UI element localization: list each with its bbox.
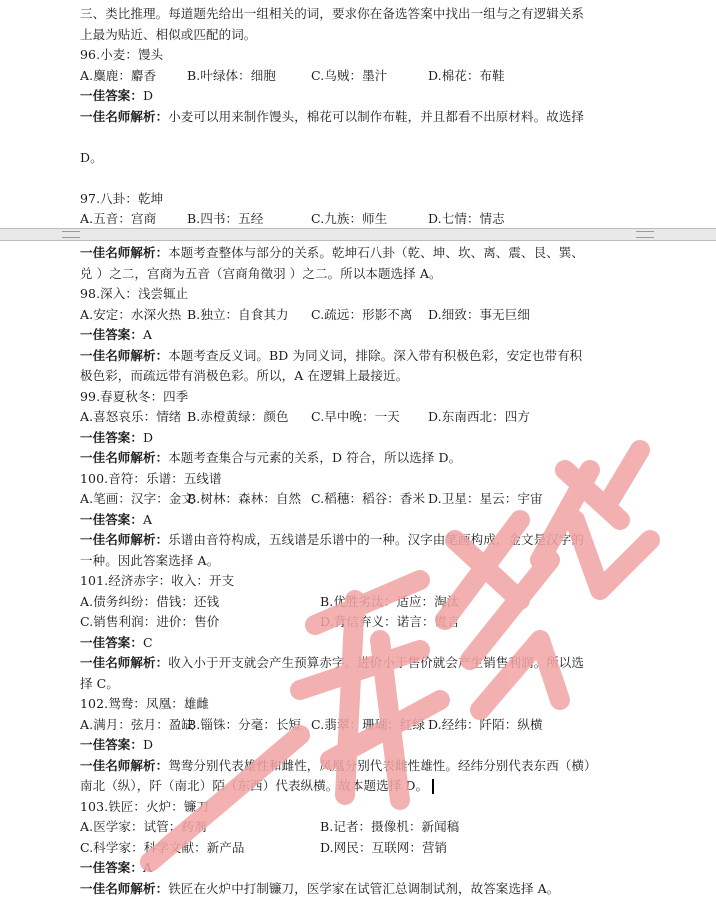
option-item: A.医学家：试管：药剂 — [80, 819, 207, 834]
text-line — [80, 45, 640, 66]
option-item: C.疏远：形影不离 — [311, 306, 413, 322]
line-text: 98.深入：浅尝辄止 — [80, 286, 189, 301]
line-label: 一佳答案： — [80, 634, 144, 650]
analysis-line — [80, 653, 640, 674]
answer-line — [80, 325, 640, 346]
option-item: B.四书：五经 — [187, 211, 264, 226]
line-text: 收入小于开支就会产生预算赤字。进价小于售价就会产生销售利润。所以选 — [168, 655, 585, 670]
options-line — [80, 407, 640, 428]
line-text: 鸳鸯分别代表雄性和雌性，凤凰分别代表雌性雄性。经纬分别代表东西（横） — [168, 757, 597, 773]
line-text: 96.小麦：馒头 — [80, 47, 164, 62]
option-item: A.喜怒哀乐：情绪 — [80, 409, 182, 424]
line-text: A — [143, 511, 153, 527]
answer-line — [80, 510, 640, 531]
line-text: 极色彩，而疏远带有消极色彩。所以，A 在逻辑上最接近。 — [80, 368, 409, 383]
line-label: 一佳答案： — [80, 511, 144, 527]
page-upper — [0, 0, 716, 228]
text-line — [80, 571, 640, 592]
line-text: 上最为贴近、相似或匹配的词。 — [80, 26, 257, 42]
line-label: 一佳名师解析： — [80, 880, 169, 896]
page-corner-marker-left — [62, 231, 80, 238]
answer-line — [80, 858, 640, 879]
line-text: 择 C。 — [80, 675, 119, 691]
options-line — [80, 305, 640, 326]
text-line — [80, 551, 640, 572]
line-text: D。 — [80, 149, 103, 165]
options-line — [80, 489, 640, 510]
options-line — [80, 592, 640, 613]
text-line — [80, 284, 640, 305]
option-item: D.网民：互联网：营销 — [320, 839, 448, 855]
options-line — [80, 612, 640, 633]
line-text: C — [143, 634, 153, 650]
analysis-line — [80, 448, 640, 469]
options-line — [80, 817, 640, 838]
options-line — [80, 715, 640, 736]
line-label: 一佳答案： — [80, 327, 144, 342]
option-item: A.满月：弦月：盈缺 — [80, 716, 195, 732]
option-item: D.七情：情志 — [428, 211, 505, 226]
line-text: 铁匠在火炉中打制镰刀，医学家在试管汇总调制试剂，故答案选择 A。 — [168, 880, 560, 896]
document-body-upper — [80, 4, 640, 250]
option-item: A.麋鹿：麝香 — [80, 67, 157, 83]
option-item: A.五音：宫商 — [80, 211, 157, 226]
line-text: 101.经济赤字：收入：开支 — [80, 573, 235, 588]
analysis-line — [80, 756, 640, 777]
document-body-lower[interactable] — [80, 243, 640, 899]
line-text: 乐谱由音符构成，五线谱是乐谱中的一种。汉字由笔画构成，金文是汉字的 — [168, 532, 585, 547]
line-text: 兑 ）之二，宫商为五音（宫商角徵羽 ）之二。所以本题选择 A。 — [80, 265, 442, 281]
line-label: 一佳答案： — [80, 429, 144, 445]
line-label: 一佳名师解析： — [80, 347, 169, 363]
line-text: 本题考查集合与元素的关系，D 符合，所以选择 D。 — [168, 450, 462, 465]
options-line — [80, 838, 640, 859]
text-line — [80, 469, 640, 490]
line-label: 一佳名师解析： — [80, 108, 169, 124]
line-label: 一佳名师解析： — [80, 757, 169, 773]
option-item: C.科学家：科学文献：新产品 — [80, 839, 245, 855]
text-line — [80, 797, 640, 818]
line-text: D — [143, 88, 154, 103]
option-item: C.早中晚：一天 — [311, 409, 400, 424]
text-line — [80, 387, 640, 408]
option-item: B.赤橙黄绿：颜色 — [187, 409, 289, 424]
option-item: B.锱铢：分毫：长短 — [187, 716, 302, 732]
text-cursor — [432, 779, 434, 794]
option-item: C.稻穗：稻谷：香米 — [311, 491, 426, 506]
line-text: 三、类比推理。每道题先给出一组相关的词，要求你在备选答案中找出一组与之有逻辑关系 — [80, 6, 585, 21]
line-text: 本题考查反义词。BD 为同义词，排除。深入带有积极色彩，安定也带有积 — [168, 347, 583, 363]
option-item: B.独立：自食其力 — [187, 306, 289, 322]
option-item: D.卫星：星云：宇宙 — [428, 491, 543, 506]
blank-line — [80, 127, 640, 148]
line-text: 97.八卦：乾坤 — [80, 190, 164, 206]
option-item: B.叶绿体：细胞 — [187, 67, 276, 83]
line-text: 102.鸳鸯：凤凰：雄雌 — [80, 696, 210, 711]
answer-line — [80, 735, 640, 756]
line-text: 南北（纵），阡（南北）陌（东西）代表纵横。故本题选择 D。 — [80, 778, 429, 793]
option-item: B.优胜劣汰：适应：淘汰 — [320, 593, 460, 609]
option-item: D.东南西北：四方 — [428, 409, 530, 424]
option-item: D.棉花：布鞋 — [428, 67, 505, 83]
answer-line — [80, 428, 640, 449]
analysis-line — [80, 243, 640, 264]
line-text: 103.铁匠：火炉：镰刀 — [80, 798, 210, 814]
line-text: 小麦可以用来制作馒头，棉花可以制作布鞋，并且都看不出原材料。故选择 — [168, 108, 585, 124]
option-item: B.记者：摄像机：新闻稿 — [320, 819, 460, 834]
option-item: C.销售利润：进价：售价 — [80, 614, 220, 629]
option-item: C.乌贼：墨汁 — [311, 67, 388, 83]
line-label: 一佳答案： — [80, 88, 144, 103]
blank-line — [80, 168, 640, 189]
option-item: D.背信弃义：诺言：谎言 — [320, 614, 460, 629]
options-line — [80, 209, 640, 230]
text-line — [80, 674, 640, 695]
text-line — [80, 366, 640, 387]
analysis-line — [80, 879, 640, 900]
line-text: A — [143, 327, 153, 342]
line-text: D — [143, 429, 154, 445]
page-break — [0, 228, 716, 241]
text-line — [80, 264, 640, 285]
option-item: D.细致：事无巨细 — [428, 306, 530, 322]
option-item: B.树林：森林：自然 — [187, 491, 302, 506]
analysis-line — [80, 530, 640, 551]
option-item: C.九族：师生 — [311, 211, 388, 226]
line-text: D — [143, 737, 154, 752]
answer-line — [80, 86, 640, 107]
options-line — [80, 66, 640, 87]
option-item: A.安定：水深火热 — [80, 306, 182, 322]
text-line — [80, 4, 640, 25]
line-text: A — [143, 860, 153, 875]
option-item: C.翡翠：珊瑚：红绿 — [311, 716, 426, 732]
line-text: 本题考查整体与部分的关系。乾坤石八卦（乾、坤、坎、离、震、艮、巽、 — [168, 245, 585, 260]
analysis-line — [80, 346, 640, 367]
analysis-line — [80, 107, 640, 128]
line-text: 99.春夏秋冬：四季 — [80, 388, 189, 404]
line-label: 一佳答案： — [80, 737, 144, 752]
page-lower[interactable] — [0, 241, 716, 900]
text-line — [80, 189, 640, 210]
line-label: 一佳名师解析： — [80, 450, 169, 465]
text-line — [80, 776, 640, 797]
option-item: A.债务纠纷：借钱：还钱 — [80, 593, 220, 609]
answer-line — [80, 633, 640, 654]
line-label: 一佳名师解析： — [80, 655, 169, 670]
line-label: 一佳名师解析： — [80, 532, 169, 547]
page-corner-marker-right — [636, 231, 654, 238]
option-item: D.经纬：阡陌：纵横 — [428, 716, 543, 732]
option-item: A.笔画：汉字：金文 — [80, 491, 195, 506]
line-text: 一种。因此答案选择 A。 — [80, 552, 220, 568]
line-label: 一佳答案： — [80, 860, 144, 875]
text-line — [80, 694, 640, 715]
line-text: 100.音符：乐谱：五线谱 — [80, 470, 222, 486]
text-line — [80, 25, 640, 46]
line-label: 一佳名师解析： — [80, 245, 169, 260]
text-line — [80, 148, 640, 169]
